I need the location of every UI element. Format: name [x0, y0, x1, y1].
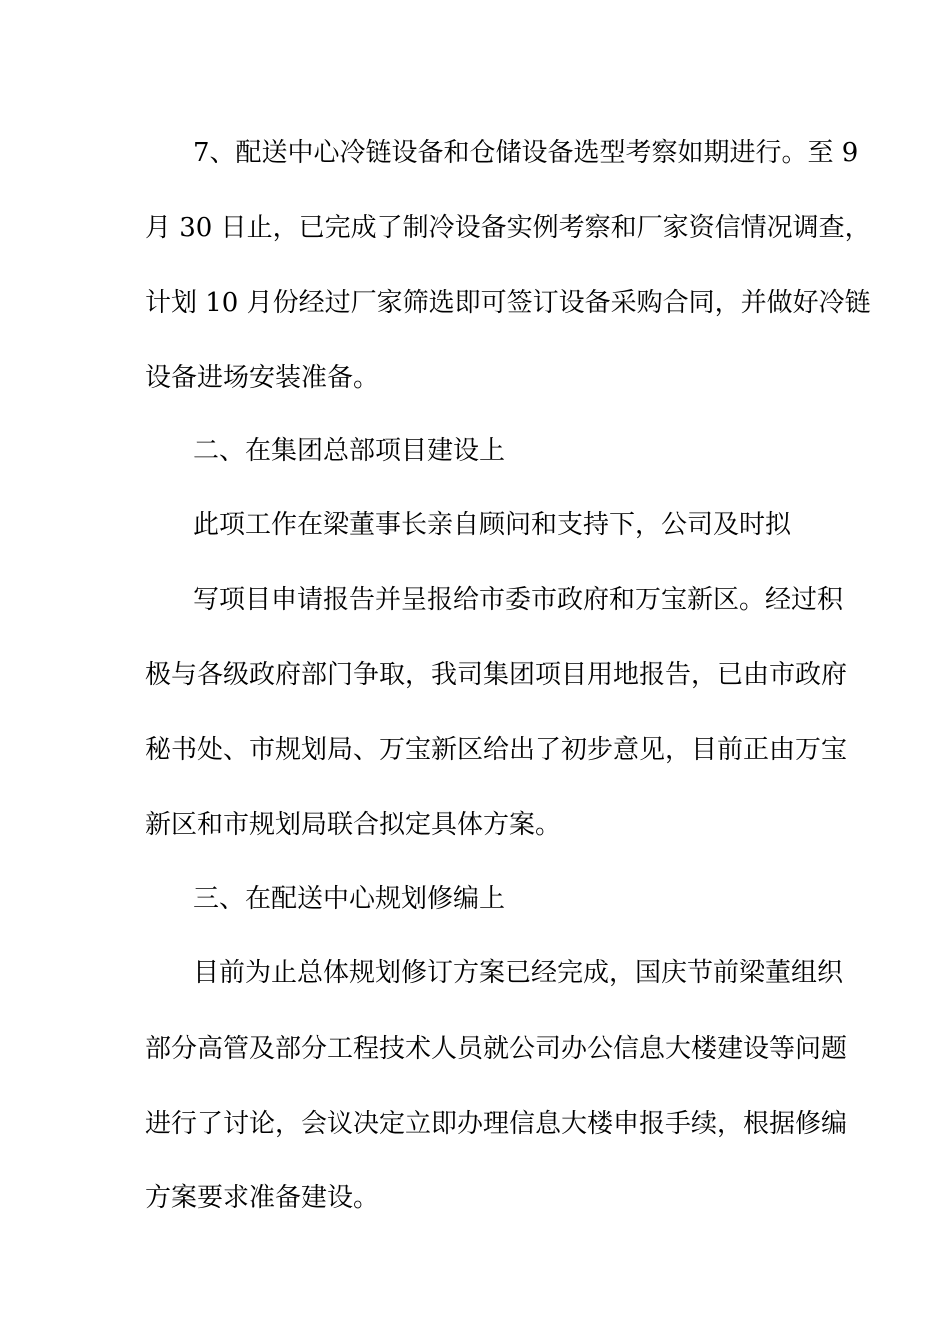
- paragraph-line: 计划 10 月份经过厂家筛选即可签订设备采购合同，并做好冷链: [145, 288, 871, 318]
- paragraph-line: 7、配送中心冷链设备和仓储设备选型考察如期进行。至 9: [193, 138, 859, 168]
- section-heading: 二、在集团总部项目建设上: [193, 436, 506, 466]
- section-heading: 三、在配送中心规划修编上: [193, 884, 506, 914]
- paragraph-line: 目前为止总体规划修订方案已经完成，国庆节前梁董组织: [193, 958, 844, 988]
- paragraph-line: 月 30 日止，已完成了制冷设备实例考察和厂家资信情况调查，: [145, 213, 871, 243]
- paragraph-line: 此项工作在梁董事长亲自顾问和支持下，公司及时拟: [193, 510, 792, 540]
- paragraph-line: 部分高管及部分工程技术人员就公司办公信息大楼建设等问题: [145, 1034, 848, 1064]
- paragraph-line: 设备进场安装准备。: [145, 363, 380, 393]
- paragraph-line: 进行了讨论，会议决定立即办理信息大楼申报手续，根据修编: [145, 1109, 848, 1139]
- paragraph-line: 方案要求准备建设。: [145, 1183, 380, 1213]
- paragraph-line: 极与各级政府部门争取，我司集团项目用地报告，已由市政府: [145, 660, 848, 690]
- paragraph-line: 写项目申请报告并呈报给市委市政府和万宝新区。经过积: [193, 585, 844, 615]
- paragraph-line: 秘书处、市规划局、万宝新区给出了初步意见，目前正由万宝: [145, 735, 848, 765]
- paragraph-line: 新区和市规划局联合拟定具体方案。: [145, 810, 562, 840]
